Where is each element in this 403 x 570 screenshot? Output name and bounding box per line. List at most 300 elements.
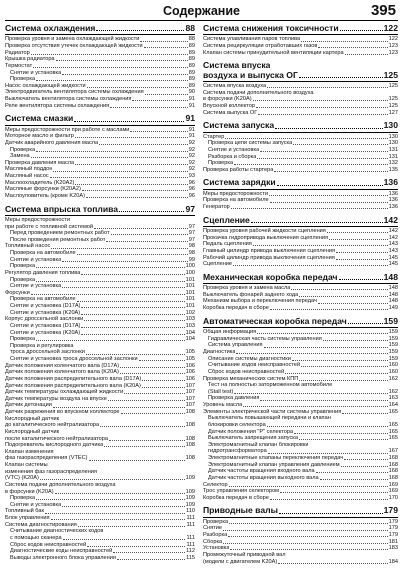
toc-entry (5, 502, 195, 509)
dot-leader (336, 252, 388, 253)
toc-entry (203, 525, 398, 532)
entry-title: Проверка (10, 495, 36, 502)
toc-entry (203, 382, 398, 389)
entry-title: Выключатель фонарей заднего хода (203, 291, 299, 298)
page-ref: 101 (185, 296, 195, 303)
toc-entry (5, 316, 195, 323)
page-ref: 89 (188, 43, 195, 50)
entry-title: Установка (203, 545, 230, 552)
toc-entry (203, 362, 398, 369)
page-ref: 159 (388, 342, 398, 349)
page-ref: 159 (383, 315, 398, 326)
page-ref: 92 (188, 153, 195, 160)
toc-entry (5, 462, 195, 469)
page-ref: 125 (388, 96, 398, 103)
toc-entry (5, 515, 195, 522)
dot-leader (89, 460, 185, 461)
entry-title: после каталитического нейтрализатора (5, 435, 109, 442)
page-ref: 131 (388, 146, 398, 153)
toc-entry (203, 298, 398, 305)
page-ref: 104 (185, 329, 195, 336)
toc-entry (5, 416, 195, 423)
entry-title: Снятие и установка (10, 69, 62, 76)
section-underline (5, 125, 195, 126)
toc-entry (5, 166, 195, 173)
entry-title: Масляный насос (5, 173, 49, 180)
page-ref: 159 (388, 355, 398, 362)
entry-title: (VTC) (K20A) (5, 475, 39, 482)
page-ref: 108 (185, 422, 195, 429)
entry-title: Снятие (203, 525, 222, 532)
entry-title: Датчик разрежения во впускном коллекторе (5, 409, 120, 416)
entry-title: Гидравлическая часть системы управления (208, 335, 322, 342)
header-rule (5, 20, 398, 21)
section-underline (203, 226, 398, 227)
page-ref: 97 (188, 223, 195, 230)
entry-title: Снятие и установка (10, 283, 62, 290)
toc-entry (5, 363, 195, 370)
entry-title: Маслоохладитель (K20A2) (5, 179, 75, 186)
entry-title: Клапан изменения (5, 448, 54, 455)
dot-leader (108, 400, 185, 401)
dot-leader (251, 222, 383, 223)
toc-entry (203, 415, 398, 422)
page-ref: 106 (185, 369, 195, 376)
entry-title: Проверка цепи системы запуска (208, 140, 293, 147)
entry-title: Описание системы диагностики (208, 355, 291, 362)
entry-title: Проверка на автомобиле (203, 197, 269, 204)
entry-title: Элементы электрической части системы управления (203, 408, 342, 415)
dot-leader (323, 340, 388, 341)
toc-left-column (5, 24, 195, 561)
toc-entry (5, 429, 195, 436)
page-ref: 148 (388, 291, 398, 298)
toc-entry (203, 356, 398, 363)
toc-entry (5, 489, 195, 496)
dot-leader (264, 347, 388, 348)
dot-leader (120, 367, 185, 368)
page-ref: 122 (388, 36, 398, 43)
page-ref: 184 (388, 558, 398, 565)
dot-leader (63, 539, 186, 540)
entry-title: Коробка передач в сборе (203, 305, 269, 312)
entry-title: блокировки селектора (208, 421, 266, 428)
toc-section-heading (203, 61, 398, 70)
dot-leader (299, 439, 388, 440)
page-ref: 89 (188, 82, 195, 89)
toc-entry (203, 255, 398, 262)
dot-leader (267, 87, 388, 88)
entry-title: Проверка уровня рабочей жидкости сцепления (203, 228, 326, 235)
entry-title: Датчик положения "P" селектора (208, 428, 294, 435)
entry-title: Электродвигатель вентилятора системы охлаждения (5, 89, 144, 96)
dot-leader (100, 426, 185, 427)
toc-entry (203, 376, 398, 383)
toc-entry (203, 228, 398, 235)
toc-entry (5, 270, 195, 277)
entry-title: Выключатель повышающей передачи и клапан (208, 415, 331, 422)
section-title: Система впуска (203, 61, 271, 71)
dot-leader (258, 114, 387, 115)
entry-title: Топливный насос (5, 243, 51, 250)
section-title: Автоматическая коробка передач (203, 316, 347, 326)
toc-entry (5, 495, 195, 502)
page-ref: 165 (388, 421, 398, 428)
dot-leader (344, 459, 387, 460)
toc-entry (5, 336, 195, 343)
section-title: воздуха и выпуска ОГ (203, 70, 298, 80)
page-ref: 98 (188, 250, 195, 257)
dot-leader (87, 87, 188, 88)
dot-leader (86, 197, 188, 198)
toc-entry (5, 257, 195, 264)
toc-entry (203, 90, 398, 97)
dot-leader (316, 472, 388, 473)
dot-leader (139, 360, 185, 361)
page-ref: 145 (388, 254, 398, 261)
toc-entry (203, 559, 398, 566)
entry-title: Топливный бак (5, 508, 44, 515)
page-ref: 101 (185, 303, 195, 310)
page-ref: 165 (388, 408, 398, 415)
entry-title: Промежуточный приводной вал (203, 551, 286, 558)
entry-title: Сброс кодов неисправностей (10, 541, 87, 548)
page-ref: 132 (388, 160, 398, 167)
section-title: Система снижения токсичности (203, 24, 339, 33)
toc-entry (5, 153, 195, 160)
entry-title: Снятие и установка (D17A) (10, 322, 81, 329)
page-ref: 100 (185, 263, 195, 270)
dot-leader (225, 138, 387, 139)
dot-leader (145, 94, 188, 95)
page-ref: 159 (388, 335, 398, 342)
toc-entry (203, 305, 398, 312)
dot-leader (318, 303, 388, 304)
toc-entry (5, 449, 195, 456)
dot-leader (291, 289, 387, 290)
entry-title: гидротрансформатора (208, 448, 267, 455)
toc-entry (203, 154, 398, 161)
dot-leader (53, 407, 185, 408)
page-ref: 88 (185, 23, 195, 33)
entry-title: Тест на полностью заторможенном автомобиле (208, 382, 333, 389)
page-ref: 179 (388, 518, 398, 525)
dot-leader (301, 41, 388, 42)
page-ref: 97 (188, 236, 195, 243)
entry-title: Термостат (5, 62, 33, 69)
toc-entry (5, 330, 195, 337)
page-ref: 107 (185, 389, 195, 396)
entry-title: Маслоуловитель (кроме K20A) (5, 192, 85, 199)
entry-title: Меры предосторожности (203, 190, 269, 197)
toc-entry (5, 303, 195, 310)
page-ref: 96 (188, 186, 195, 193)
dot-leader (257, 333, 387, 334)
entry-title: Считывание диагностических кодов (10, 528, 104, 535)
entry-title: Выключатель вентилятора системы охлаждения (5, 96, 132, 103)
section-underline (5, 215, 195, 216)
toc-entry (203, 285, 398, 292)
section-underline (5, 34, 195, 35)
entry-title: с помощью сканера (10, 534, 62, 541)
dot-leader (81, 307, 184, 308)
dot-leader (78, 526, 186, 527)
dot-leader (142, 387, 185, 388)
page-ref: 125 (388, 102, 398, 109)
page-ref: 183 (388, 545, 398, 552)
entry-title: Датчик аварийного давления масла (5, 139, 99, 146)
dot-leader (243, 406, 387, 407)
toc-entry (203, 462, 398, 469)
dot-leader (74, 121, 184, 122)
dot-leader (318, 47, 387, 48)
section-title: Система впрыска топлива (5, 204, 119, 214)
entry-title: Диагностические коды неисправностей (10, 548, 113, 555)
page-ref: 168 (388, 455, 398, 461)
entry-title: (модели с двигателем K20A) (203, 558, 278, 565)
page-ref: 143 (388, 247, 398, 254)
toc-entry (5, 436, 195, 443)
page-ref: 101 (185, 276, 195, 283)
toc-entry (203, 395, 398, 402)
toc-entry (5, 186, 195, 193)
toc-entry (5, 36, 195, 43)
toc-entry (5, 522, 195, 529)
page-ref: 91 (185, 113, 195, 124)
toc-entry (5, 230, 195, 237)
entry-title: Крышка радиатора (5, 56, 55, 63)
section-title: Система запуска (203, 121, 275, 131)
entry-title: Система впуска воздуха (203, 83, 267, 90)
section-underline (203, 283, 398, 284)
dot-leader (82, 190, 188, 191)
toc-entry (203, 241, 398, 248)
page-ref: 148 (388, 298, 398, 305)
page-ref: 92 (188, 146, 195, 153)
toc-entry (203, 552, 398, 559)
dot-leader (77, 254, 188, 255)
toc-entry (5, 383, 195, 390)
dot-leader (327, 232, 388, 233)
dot-leader (31, 54, 188, 55)
entry-title: Кислородный датчик (5, 428, 60, 435)
dot-leader (55, 493, 185, 494)
dot-leader (269, 195, 388, 196)
entry-title: Проверка на автомобиле (10, 296, 76, 303)
entry-title: Прокачка гидропривода выключения сцепления (203, 234, 329, 241)
entry-title: Разборка и сборка (208, 153, 257, 160)
dot-leader (260, 151, 387, 152)
dot-leader (340, 30, 383, 31)
page-ref: 125 (383, 69, 398, 80)
entry-title: Педаль сцепления (203, 241, 252, 248)
toc-entry (5, 83, 195, 90)
dot-leader (292, 360, 388, 361)
toc-entry (5, 56, 195, 63)
page-ref: 92 (188, 139, 195, 146)
toc-entry (5, 96, 195, 103)
toc-entry (5, 76, 195, 83)
toc-entry (5, 402, 195, 409)
toc-section-heading (203, 121, 398, 130)
entry-title: Датчик положения коленчатого вала (D17A) (5, 362, 120, 369)
entry-title: Клапан системы принудительной вентиляции картера (203, 49, 344, 56)
page-ref: 136 (388, 197, 398, 204)
page-ref: 89 (188, 62, 195, 69)
entry-title: Проверка на автомобиле (10, 250, 76, 257)
entry-title: в форсунки (K20A) (203, 96, 252, 103)
page-ref: 107 (185, 402, 195, 409)
dot-leader (51, 248, 188, 249)
toc-entry (203, 292, 398, 299)
page-ref: 148 (388, 285, 398, 292)
toc-entry (5, 127, 195, 134)
dot-leader (56, 60, 188, 61)
dot-leader (99, 144, 188, 145)
dot-leader (320, 479, 388, 480)
dot-leader (31, 294, 185, 295)
toc-entry (203, 482, 398, 489)
toc-entry (5, 50, 195, 57)
entry-title: Корпус дроссельной заслонки (5, 316, 84, 323)
dot-leader (253, 100, 388, 101)
dot-leader (81, 314, 185, 315)
page-ref: 90 (188, 89, 195, 96)
dot-leader (36, 281, 185, 282)
dot-leader (62, 506, 184, 507)
dot-leader (336, 259, 388, 260)
toc-entry (5, 310, 195, 317)
dot-leader (53, 171, 187, 172)
dot-leader (75, 184, 187, 185)
dot-leader (345, 54, 388, 55)
toc-entry (203, 147, 398, 154)
page-ref: 122 (383, 23, 398, 33)
toc-entry (5, 323, 195, 330)
dot-leader (339, 279, 383, 280)
page-ref: 92 (188, 159, 195, 166)
dot-leader (285, 373, 387, 374)
entry-title: Электромагнитные клапаны переключения передач (208, 455, 344, 461)
entry-title: Насос охлаждающей жидкости (5, 82, 86, 89)
page-ref: 159 (388, 349, 398, 355)
dot-leader (62, 261, 188, 262)
entry-title: Радиатор (5, 49, 30, 56)
dot-leader (229, 523, 388, 524)
dot-leader (279, 513, 383, 514)
dot-leader (341, 466, 388, 467)
dot-leader (31, 157, 188, 158)
page-ref: 103 (185, 316, 195, 323)
page-ref: 108 (185, 409, 195, 416)
section-underline (203, 81, 398, 82)
page-ref: 169 (388, 488, 398, 495)
page-ref: 163 (388, 395, 398, 402)
page-ref: 130 (388, 133, 398, 140)
toc-entry (203, 110, 398, 117)
dot-leader (111, 234, 188, 235)
toc-entry (5, 442, 195, 449)
toc-entry (5, 133, 195, 140)
entry-title: Перед проведением ремонтных работ (10, 230, 110, 237)
dot-leader (257, 158, 387, 159)
dot-leader (270, 499, 388, 500)
entry-title: Сборка (203, 538, 223, 545)
page-ref: 143 (388, 241, 398, 248)
entry-title: Датчик частоты вращения выходного вала (208, 474, 319, 481)
dot-leader (132, 100, 187, 101)
toc-entry (203, 468, 398, 475)
dot-leader (84, 320, 184, 321)
toc-entry (203, 167, 398, 174)
dot-leader (62, 287, 184, 288)
page-ref: 96 (188, 192, 195, 199)
page-ref: 179 (383, 505, 398, 516)
entry-title: Моторное масло и фильтр (5, 133, 74, 140)
page-ref: 168 (388, 468, 398, 475)
toc-entry (5, 193, 195, 200)
page-ref: 165 (388, 428, 398, 435)
toc-entry (203, 422, 398, 429)
page-ref: 89 (188, 76, 195, 83)
toc-section-heading (5, 24, 195, 33)
entry-title: Проверка (203, 518, 229, 525)
page-ref: 165 (388, 435, 398, 442)
entry-title: Клапан системы (5, 462, 48, 469)
page-ref: 97 (188, 230, 195, 237)
page-ref: 101 (185, 283, 195, 290)
page-ref: 169 (388, 481, 398, 488)
entry-title: Датчик температуры охлаждающей жидкости (5, 389, 124, 396)
dot-leader (256, 107, 388, 108)
dot-leader (277, 185, 383, 186)
dot-leader (278, 563, 387, 564)
dot-leader (223, 543, 388, 544)
toc-entry (203, 442, 398, 449)
entry-title: Проверка механических систем КПП (203, 375, 299, 382)
page-ref: 98 (188, 243, 195, 250)
toc-entry (5, 89, 195, 96)
toc-entry (5, 263, 195, 270)
toc-entry (203, 369, 398, 376)
entry-title: Проверка работы стартера (203, 166, 274, 173)
toc-section-heading (203, 178, 398, 187)
entry-title: Датчик температуры воздуха на впуске (5, 395, 107, 402)
dot-leader (280, 492, 388, 493)
entry-title: Проверка давления (208, 395, 260, 402)
page-ref: 162 (388, 388, 398, 395)
toc-entry (203, 140, 398, 147)
entry-title: Снятие и установка (K20A) (10, 329, 81, 336)
dot-leader (268, 453, 388, 454)
dot-leader (253, 245, 388, 246)
entry-title: Снятие и установка троса дроссельной заслонки (10, 356, 138, 363)
entry-title: Электромагнитный клапан управления давлением (208, 461, 340, 468)
page-ref: 91 (188, 133, 195, 140)
page-ref: 89 (188, 69, 195, 76)
page-ref: 135 (388, 166, 398, 173)
page-ref: 142 (383, 214, 398, 225)
entry-title: Главный цилиндр привода выключения сцепления (203, 247, 336, 254)
toc-entry (5, 180, 195, 187)
dot-leader (117, 559, 185, 560)
section-title: Сцепление (203, 215, 250, 225)
dot-leader (260, 400, 387, 401)
page-ref: 109 (185, 501, 195, 508)
page-ref: 164 (388, 402, 398, 408)
entry-title: Система диагностирования (5, 521, 77, 528)
page-ref: 168 (388, 461, 398, 468)
